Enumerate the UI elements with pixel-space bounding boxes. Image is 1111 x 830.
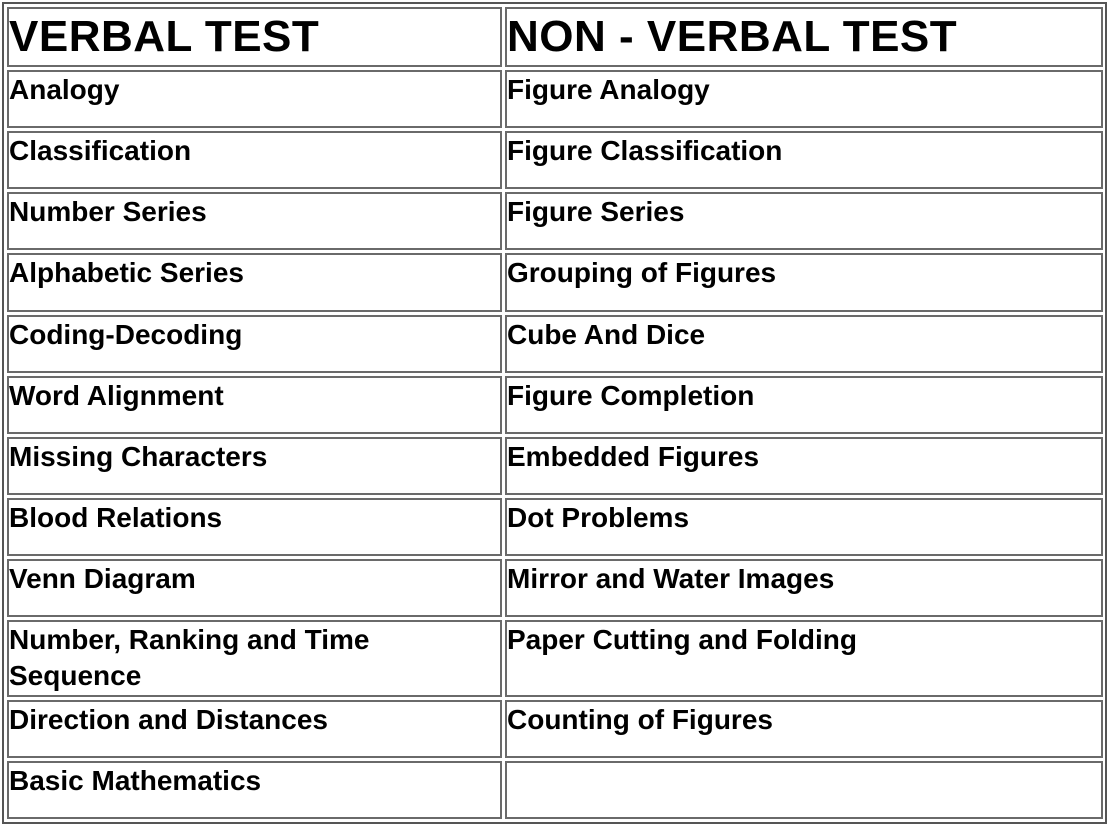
non-verbal-cell: Figure Series xyxy=(505,192,1103,250)
non-verbal-cell: Cube And Dice xyxy=(505,315,1103,373)
header-verbal-test: VERBAL TEST xyxy=(7,7,502,67)
table-row xyxy=(7,761,1103,819)
verbal-cell: Venn Diagram xyxy=(7,559,502,617)
non-verbal-cell: Figure Completion xyxy=(505,376,1103,434)
table-row xyxy=(7,376,1103,434)
table-row xyxy=(7,498,1103,556)
non-verbal-cell: Embedded Figures xyxy=(505,437,1103,495)
verbal-cell: Classification xyxy=(7,131,502,189)
header-non-verbal-test: NON - VERBAL TEST xyxy=(505,7,1103,67)
non-verbal-cell: Grouping of Figures xyxy=(505,253,1103,311)
non-verbal-cell: Figure Classification xyxy=(505,131,1103,189)
table-row xyxy=(7,253,1103,311)
verbal-cell: Number, Ranking and Time Sequence xyxy=(7,620,502,696)
verbal-cell: Direction and Distances xyxy=(7,700,502,758)
non-verbal-cell: Mirror and Water Images xyxy=(505,559,1103,617)
table-row xyxy=(7,131,1103,189)
verbal-cell: Missing Characters xyxy=(7,437,502,495)
non-verbal-cell: Paper Cutting and Folding xyxy=(505,620,1103,696)
table-row xyxy=(7,620,1103,696)
verbal-cell: Basic Mathematics xyxy=(7,761,502,819)
test-types-table xyxy=(4,4,1106,822)
non-verbal-cell: Dot Problems xyxy=(505,498,1103,556)
table-row xyxy=(7,70,1103,128)
verbal-cell: Number Series xyxy=(7,192,502,250)
verbal-cell: Alphabetic Series xyxy=(7,253,502,311)
table-row xyxy=(7,437,1103,495)
verbal-cell: Analogy xyxy=(7,70,502,128)
non-verbal-cell: Figure Analogy xyxy=(505,70,1103,128)
non-verbal-cell-empty xyxy=(505,761,1103,819)
table-row xyxy=(7,315,1103,373)
table-row xyxy=(7,700,1103,758)
verbal-cell: Coding-Decoding xyxy=(7,315,502,373)
verbal-cell: Blood Relations xyxy=(7,498,502,556)
test-types-table-frame xyxy=(2,2,1107,824)
non-verbal-cell: Counting of Figures xyxy=(505,700,1103,758)
header-row xyxy=(7,7,1103,67)
table-row xyxy=(7,192,1103,250)
table-row xyxy=(7,559,1103,617)
verbal-cell: Word Alignment xyxy=(7,376,502,434)
